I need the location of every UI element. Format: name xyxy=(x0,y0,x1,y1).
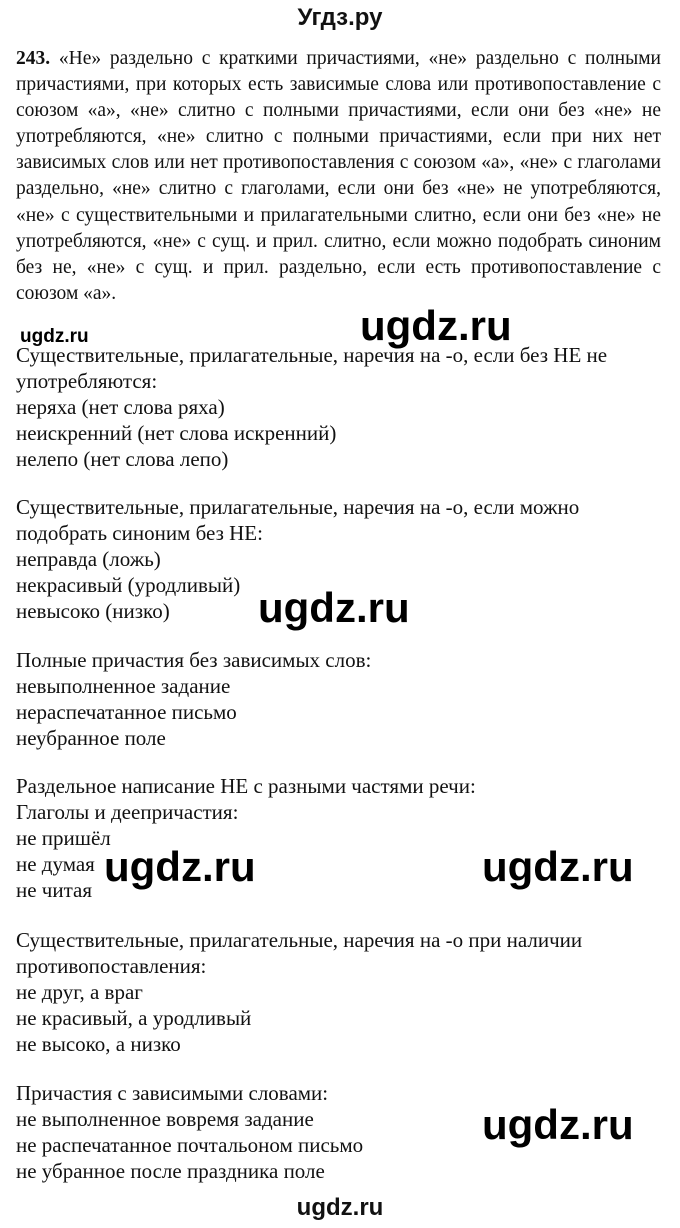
site-footer: ugdz.ru xyxy=(296,1194,384,1221)
section-heading: Раздельное написание НЕ с разными частями речи: xyxy=(16,774,476,798)
example-item: не распечатанное почтальоном письмо xyxy=(16,1133,364,1157)
section-heading: Причастия с зависимыми словами: xyxy=(16,1081,329,1105)
example-item: нераспечатанное письмо xyxy=(16,700,237,724)
example-item: не выполненное вовремя задание xyxy=(16,1107,314,1131)
rule-section xyxy=(16,342,666,472)
section-heading: Глаголы и деепричастия: xyxy=(16,800,239,824)
example-item: не друг, а враг xyxy=(16,980,143,1004)
example-item: некрасивый (уродливый) xyxy=(16,573,241,597)
watermark-small: ugdz.ru xyxy=(20,326,89,347)
exercise-text: «Не» раздельно с краткими причастиями, «не» раздельно с полными причастиями, при которых есть зависимые слова или противопоставление с союзом «а», «не» слитно с полными причастиями, если они без «не» не употребляются, «не» слитно с полными причастиями, если при них нет зависимых слов или нет противопоставления с союзом «а», «не» с глаголами раздельно, «не» слитно с глаголами, если они без «не» не употребляются, «не» с существительными и прилагательными слитно, если они без «не» не употребляются, «не» с сущ. и прил. слитно, если можно подобрать синоним без не, «не» с сущ. и прил. раздельно, если есть противопоставление с союзом «а». xyxy=(16,48,661,304)
exercise-answer xyxy=(16,46,661,307)
example-item: не читая xyxy=(16,878,93,902)
rule-section xyxy=(16,494,666,624)
example-item: неправда (ложь) xyxy=(16,547,161,571)
rule-section xyxy=(16,1080,666,1184)
example-item: не думая xyxy=(16,852,95,876)
example-item: неискренний (нет слова искренний) xyxy=(16,421,337,445)
example-item: невыполненное задание xyxy=(16,674,231,698)
exercise-number: 243. xyxy=(16,48,51,69)
watermark: ugdz.ru xyxy=(258,584,410,631)
watermark: ugdz.ru xyxy=(104,843,256,890)
watermark: ugdz.ru xyxy=(482,1101,634,1148)
section-heading: подобрать синоним без НЕ: xyxy=(16,521,263,545)
site-header-title: Угдз.ру xyxy=(297,4,383,31)
watermark: ugdz.ru xyxy=(360,302,512,349)
section-heading: Существительные, прилагательные, наречия на -о, если без НЕ не xyxy=(16,343,608,367)
example-item: неубранное поле xyxy=(16,726,166,750)
section-heading: Полные причастия без зависимых слов: xyxy=(16,648,372,672)
section-heading: Существительные, прилагательные, наречия на -о при наличии xyxy=(16,928,583,952)
section-heading: противопоставления: xyxy=(16,954,207,978)
example-item: не пришёл xyxy=(16,826,111,850)
example-item: невысоко (низко) xyxy=(16,599,170,623)
section-heading: употребляются: xyxy=(16,369,158,393)
watermark: ugdz.ru xyxy=(482,843,634,890)
example-item: нелепо (нет слова лепо) xyxy=(16,447,229,471)
example-item: не красивый, а уродливый xyxy=(16,1006,252,1030)
example-item: неряха (нет слова ряха) xyxy=(16,395,225,419)
example-item: не высоко, а низко xyxy=(16,1032,181,1056)
rule-section xyxy=(16,927,666,1057)
rule-section xyxy=(16,647,666,751)
rule-section xyxy=(16,773,666,903)
section-heading: Существительные, прилагательные, наречия на -о, если можно xyxy=(16,495,580,519)
example-item: не убранное после праздника поле xyxy=(16,1159,325,1183)
